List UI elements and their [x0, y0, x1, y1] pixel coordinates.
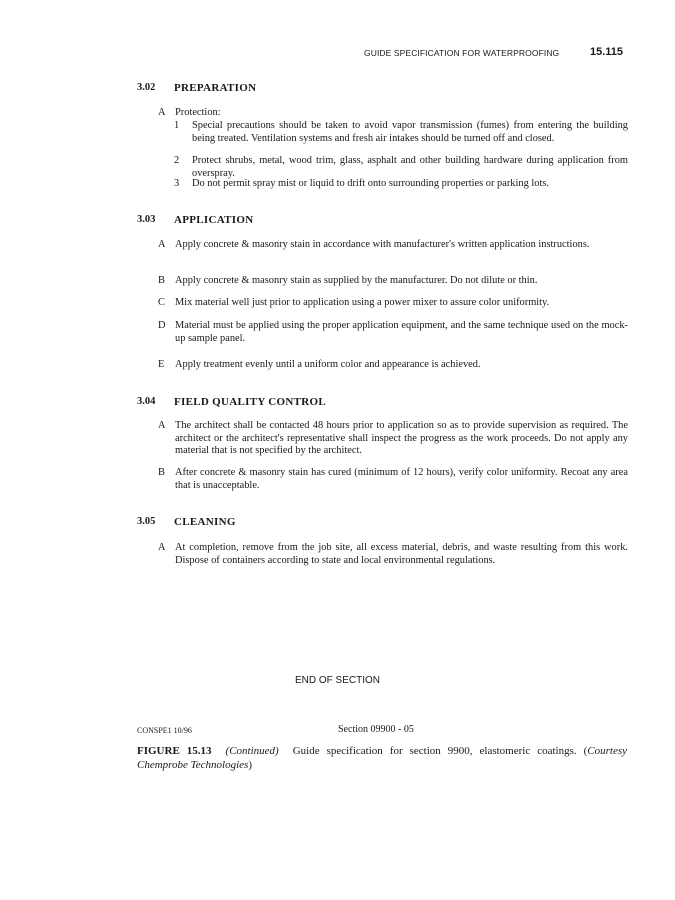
- figure-label: FIGURE 15.13: [137, 745, 212, 757]
- section-title: CLEANING: [174, 516, 236, 528]
- item-letter: D: [158, 320, 166, 331]
- item-letter: A: [158, 420, 166, 431]
- item-text: Apply treatment evenly until a uniform color and appearance is achieved.: [175, 359, 481, 370]
- subitem-text: Do not permit spray mist or liquid to drift onto surrounding properties or parking lots.: [192, 178, 549, 189]
- subitem-number: 3: [174, 178, 180, 189]
- spec-subitem: [168, 155, 628, 180]
- spec-item: [150, 239, 628, 252]
- spec-item: [150, 359, 628, 372]
- end-of-section: END OF SECTION: [294, 675, 380, 686]
- spec-subitem: [168, 178, 628, 191]
- section-number: 3.05: [137, 516, 156, 527]
- spec-item: [150, 420, 628, 458]
- item-letter: E: [158, 359, 165, 370]
- spec-subitem: [168, 120, 628, 145]
- item-text: The architect shall be contacted 48 hours prior to application so as to provide supervision as required. The architect or the architect's representative shall inspect the progress as the work proceeds. Do not apply any material that is not specified by the architect.: [175, 420, 628, 456]
- caption-close: ): [248, 759, 252, 771]
- item-text: Apply concrete & masonry stain in accordance with manufacturer's written application instructions.: [175, 239, 590, 250]
- caption-continued: (Continued): [225, 745, 279, 757]
- item-text: At completion, remove from the job site, all excess material, debris, and waste resulting from this work. Dispose of containers according to state and local environmental regulations.: [175, 542, 628, 566]
- item-text: Mix material well just prior to application using a power mixer to assure color uniformity.: [175, 297, 550, 308]
- spec-item: [150, 107, 628, 120]
- item-letter: A: [158, 542, 166, 553]
- caption-text: Guide specification for section 9900, elastomeric coatings. (: [292, 745, 588, 757]
- subitem-number: 2: [174, 155, 180, 166]
- subitem-number: 1: [174, 120, 180, 131]
- spec-item: [150, 320, 628, 345]
- item-text: After concrete & masonry stain has cured (minimum of 12 hours), verify color uniformity. Recoat any area that is unacceptable.: [175, 467, 628, 491]
- spec-item: [150, 467, 628, 492]
- page-number: 15.115: [590, 46, 624, 58]
- section-title: PREPARATION: [174, 82, 257, 94]
- subitem-text: Special precautions should be taken to avoid vapor transmission (fumes) from entering the building being treated. Ventilation systems and fresh air intakes should be turned off and closed.: [192, 120, 628, 144]
- section-title: APPLICATION: [174, 214, 254, 226]
- spec-item: [150, 542, 628, 567]
- spec-item: [150, 275, 628, 288]
- item-letter: B: [158, 467, 165, 478]
- spec-item: [150, 297, 628, 310]
- item-letter: A: [158, 239, 166, 250]
- section-number: 3.02: [137, 82, 156, 93]
- section-number: 3.03: [137, 214, 156, 225]
- item-letter: B: [158, 275, 165, 286]
- running-title: GUIDE SPECIFICATION FOR WATERPROOFING: [364, 48, 560, 58]
- caption-courtesy: Courtesy Chemprobe Technologies: [137, 745, 628, 771]
- subitem-text: Protect shrubs, metal, wood trim, glass, asphalt and other building hardware during application from overspray.: [192, 155, 628, 179]
- item-text: Apply concrete & masonry stain as supplied by the manufacturer. Do not dilute or thin.: [175, 275, 538, 286]
- item-text: Protection:: [175, 107, 221, 118]
- section-title: FIELD QUALITY CONTROL: [174, 396, 326, 408]
- section-footer: Section 09900 - 05: [338, 724, 414, 735]
- item-text: Material must be applied using the proper application equipment, and the same technique used on the mock-up sample panel.: [175, 320, 628, 344]
- section-number: 3.04: [137, 396, 156, 407]
- item-letter: C: [158, 297, 165, 308]
- item-letter: A: [158, 107, 166, 118]
- figure-caption: [137, 744, 627, 772]
- document-code: CONSPE1 10/96: [137, 726, 192, 735]
